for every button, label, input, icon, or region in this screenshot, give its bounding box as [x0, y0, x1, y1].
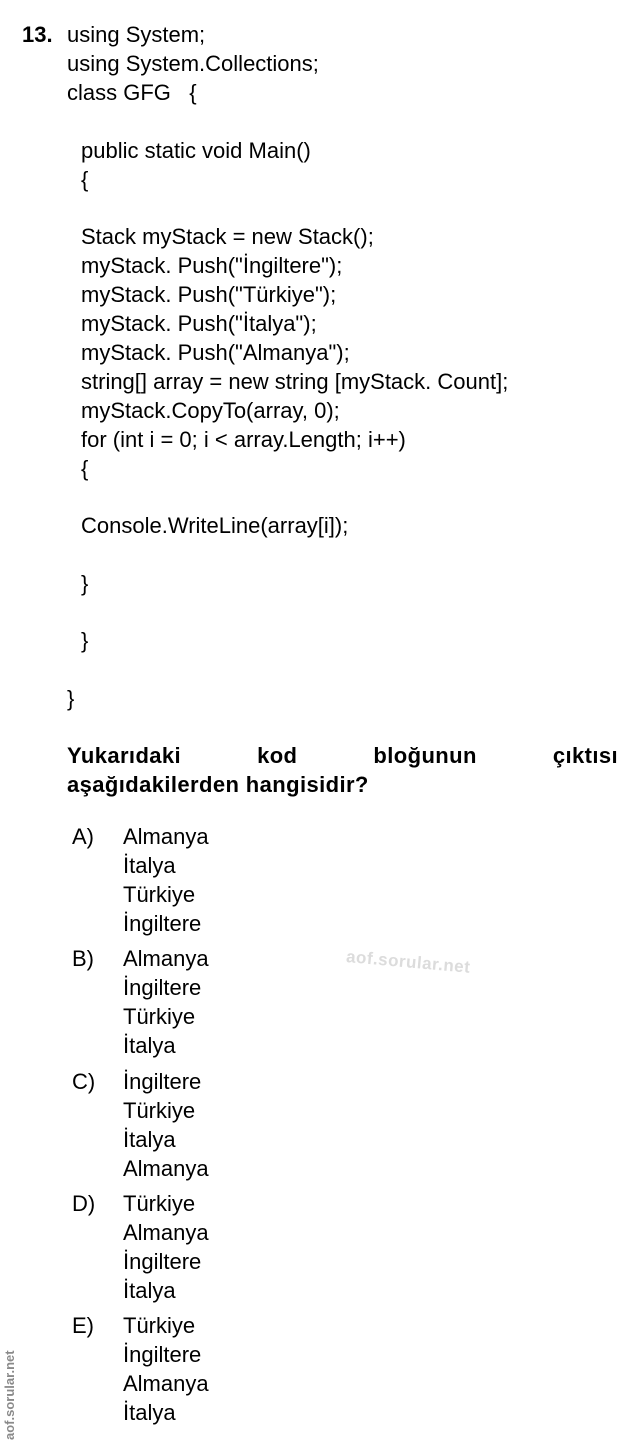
- option-item: İngiltere: [123, 1342, 202, 1367]
- option-item: Almanya: [123, 1371, 209, 1396]
- option-item: Almanya: [123, 1156, 209, 1181]
- option-letter: D): [72, 1191, 96, 1216]
- option-item: Almanya: [123, 1220, 209, 1245]
- question-line-1: Yukarıdaki kod bloğunun çıktısı: [67, 743, 618, 768]
- option-item: Türkiye: [123, 1191, 196, 1216]
- code-line: }: [81, 628, 89, 653]
- question-line-2: aşağıdakilerden hangisidir?: [67, 772, 369, 797]
- code-line: myStack. Push("Türkiye");: [81, 282, 337, 307]
- option-item: İtalya: [123, 1033, 176, 1058]
- code-line: for (int i = 0; i < array.Length; i++): [81, 427, 406, 452]
- option-item: Almanya: [123, 946, 209, 971]
- code-line: using System.Collections;: [67, 51, 319, 76]
- code-line: myStack. Push("Almanya");: [81, 340, 350, 365]
- code-line: Stack myStack = new Stack();: [81, 224, 374, 249]
- option-item: Türkiye: [123, 1098, 196, 1123]
- code-line: {: [81, 167, 89, 192]
- code-line: Console.WriteLine(array[i]);: [81, 513, 349, 538]
- code-line: public static void Main(): [81, 138, 311, 163]
- code-line: myStack.CopyTo(array, 0);: [81, 398, 340, 423]
- option-item: İngiltere: [123, 911, 202, 936]
- code-line: myStack. Push("İngiltere");: [81, 253, 343, 278]
- option-item: İtalya: [123, 853, 176, 878]
- option-item: İngiltere: [123, 1249, 202, 1274]
- option-item: İtalya: [123, 1278, 176, 1303]
- code-line: string[] array = new string [myStack. Count];: [81, 369, 509, 394]
- option-item: İngiltere: [123, 975, 202, 1000]
- option-letter: E): [72, 1313, 94, 1338]
- code-line: myStack. Push("İtalya");: [81, 311, 317, 336]
- option-letter: A): [72, 824, 94, 849]
- question-text: [67, 741, 618, 799]
- option-item: Türkiye: [123, 1313, 196, 1338]
- watermark: aof.sorular.net: [345, 947, 472, 977]
- option-letter: C): [72, 1069, 96, 1094]
- code-line: }: [67, 686, 75, 711]
- option-item: İtalya: [123, 1127, 176, 1152]
- code-line: }: [81, 571, 89, 596]
- code-line: {: [81, 456, 89, 481]
- option-letter: B): [72, 946, 94, 971]
- option-item: İngiltere: [123, 1069, 202, 1094]
- code-line: using System;: [67, 22, 206, 47]
- option-item: Türkiye: [123, 1004, 196, 1029]
- option-item: Almanya: [123, 824, 209, 849]
- side-watermark: aof.sorular.net: [2, 1350, 17, 1440]
- code-line: class GFG {: [67, 80, 197, 105]
- option-item: Türkiye: [123, 882, 196, 907]
- question-number: 13.: [22, 22, 53, 47]
- option-item: İtalya: [123, 1400, 176, 1425]
